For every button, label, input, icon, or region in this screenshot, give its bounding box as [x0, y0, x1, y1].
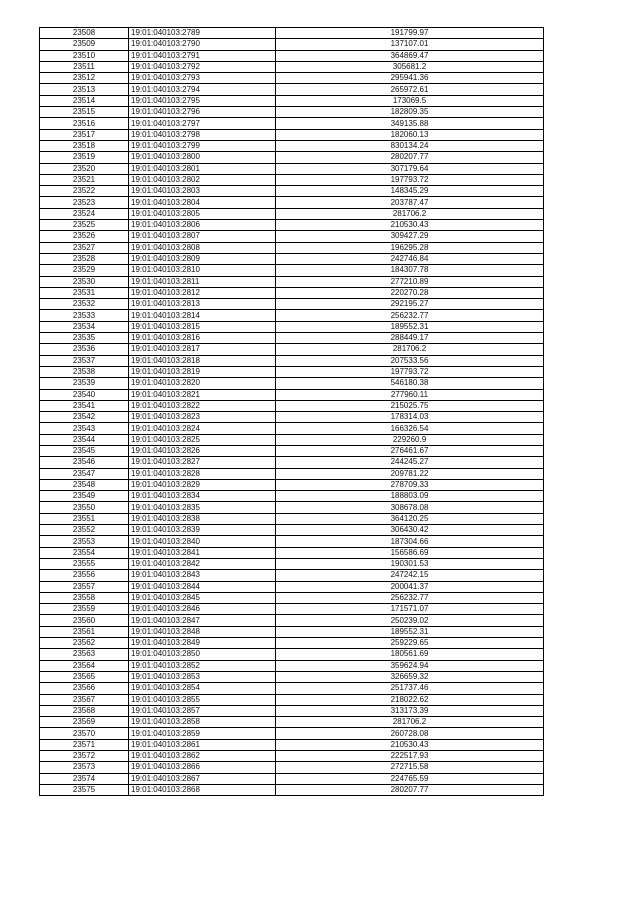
cadastral-number-cell: 19:01:040103:2834: [129, 491, 276, 502]
table-row: [40, 570, 544, 581]
cadastral-value-cell: 326659.32: [276, 671, 544, 682]
row-number-cell: 23514: [40, 95, 129, 106]
table-row: [40, 28, 544, 39]
table-row: [40, 479, 544, 490]
cadastral-number-cell: 19:01:040103:2845: [129, 592, 276, 603]
cadastral-value-cell: 180561.69: [276, 649, 544, 660]
table-row: [40, 581, 544, 592]
cadastral-number-cell: 19:01:040103:2855: [129, 694, 276, 705]
table-row: [40, 502, 544, 513]
row-number-cell: 23519: [40, 152, 129, 163]
cadastral-number-cell: 19:01:040103:2862: [129, 751, 276, 762]
cadastral-number-cell: 19:01:040103:2811: [129, 276, 276, 287]
cadastral-value-cell: 148345.29: [276, 186, 544, 197]
table-row: [40, 39, 544, 50]
cadastral-value-cell: 364120.25: [276, 513, 544, 524]
row-number-cell: 23540: [40, 389, 129, 400]
cadastral-value-cell: 546180.38: [276, 378, 544, 389]
table-row: [40, 265, 544, 276]
row-number-cell: 23559: [40, 604, 129, 615]
cadastral-value-cell: 272715.58: [276, 762, 544, 773]
cadastral-number-cell: 19:01:040103:2827: [129, 457, 276, 468]
table-body: [40, 28, 544, 796]
cadastral-number-cell: 19:01:040103:2866: [129, 762, 276, 773]
row-number-cell: 23521: [40, 174, 129, 185]
cadastral-number-cell: 19:01:040103:2854: [129, 683, 276, 694]
cadastral-number-cell: 19:01:040103:2819: [129, 366, 276, 377]
cadastral-value-cell: 197793.72: [276, 174, 544, 185]
cadastral-value-cell: 277960.11: [276, 389, 544, 400]
table-row: [40, 491, 544, 502]
row-number-cell: 23560: [40, 615, 129, 626]
cadastral-value-cell: 156586.69: [276, 547, 544, 558]
cadastral-value-cell: 184307.78: [276, 265, 544, 276]
table-row: [40, 445, 544, 456]
table-row: [40, 649, 544, 660]
table-row: [40, 140, 544, 151]
table-row: [40, 638, 544, 649]
row-number-cell: 23509: [40, 39, 129, 50]
cadastral-value-cell: 137107.01: [276, 39, 544, 50]
cadastral-value-cell: 280207.77: [276, 784, 544, 795]
cadastral-number-cell: 19:01:040103:2794: [129, 84, 276, 95]
cadastral-value-cell: 281706.2: [276, 208, 544, 219]
cadastral-number-cell: 19:01:040103:2826: [129, 445, 276, 456]
table-row: [40, 525, 544, 536]
table-row: [40, 287, 544, 298]
cadastral-value-cell: 288449.17: [276, 333, 544, 344]
row-number-cell: 23541: [40, 400, 129, 411]
cadastral-number-cell: 19:01:040103:2852: [129, 660, 276, 671]
cadastral-value-cell: 349135.88: [276, 118, 544, 129]
row-number-cell: 23526: [40, 231, 129, 242]
cadastral-number-cell: 19:01:040103:2818: [129, 355, 276, 366]
cadastral-value-cell: 251737.46: [276, 683, 544, 694]
cadastral-value-cell: 359624.94: [276, 660, 544, 671]
cadastral-number-cell: 19:01:040103:2842: [129, 558, 276, 569]
cadastral-number-cell: 19:01:040103:2835: [129, 502, 276, 513]
row-number-cell: 23548: [40, 479, 129, 490]
cadastral-number-cell: 19:01:040103:2799: [129, 140, 276, 151]
row-number-cell: 23534: [40, 321, 129, 332]
row-number-cell: 23557: [40, 581, 129, 592]
table-row: [40, 276, 544, 287]
cadastral-value-cell: 182809.35: [276, 107, 544, 118]
row-number-cell: 23551: [40, 513, 129, 524]
cadastral-number-cell: 19:01:040103:2822: [129, 400, 276, 411]
table-row: [40, 457, 544, 468]
cadastral-value-cell: 281706.2: [276, 717, 544, 728]
cadastral-number-cell: 19:01:040103:2825: [129, 434, 276, 445]
cadastral-number-cell: 19:01:040103:2792: [129, 61, 276, 72]
table-row: [40, 468, 544, 479]
table-row: [40, 671, 544, 682]
cadastral-number-cell: 19:01:040103:2857: [129, 705, 276, 716]
row-number-cell: 23524: [40, 208, 129, 219]
cadastral-value-cell: 244245.27: [276, 457, 544, 468]
cadastral-value-cell: 281706.2: [276, 344, 544, 355]
table-row: [40, 660, 544, 671]
cadastral-number-cell: 19:01:040103:2793: [129, 73, 276, 84]
table-row: [40, 547, 544, 558]
cadastral-value-cell: 188803.09: [276, 491, 544, 502]
cadastral-value-cell: 292195.27: [276, 299, 544, 310]
cadastral-value-cell: 191799.97: [276, 28, 544, 39]
cadastral-value-cell: 364869.47: [276, 50, 544, 61]
cadastral-number-cell: 19:01:040103:2789: [129, 28, 276, 39]
cadastral-number-cell: 19:01:040103:2810: [129, 265, 276, 276]
table-row: [40, 310, 544, 321]
cadastral-number-cell: 19:01:040103:2840: [129, 536, 276, 547]
row-number-cell: 23525: [40, 220, 129, 231]
table-row: [40, 95, 544, 106]
table-row: [40, 615, 544, 626]
table-row: [40, 389, 544, 400]
table-row: [40, 592, 544, 603]
cadastral-number-cell: 19:01:040103:2805: [129, 208, 276, 219]
cadastral-number-cell: 19:01:040103:2867: [129, 773, 276, 784]
cadastral-value-cell: 305681.2: [276, 61, 544, 72]
row-number-cell: 23545: [40, 445, 129, 456]
table-row: [40, 683, 544, 694]
table-row: [40, 50, 544, 61]
cadastral-value-cell: 196295.28: [276, 242, 544, 253]
row-number-cell: 23553: [40, 536, 129, 547]
table-row: [40, 197, 544, 208]
cadastral-number-cell: 19:01:040103:2798: [129, 129, 276, 140]
cadastral-value-cell: 277210.89: [276, 276, 544, 287]
row-number-cell: 23572: [40, 751, 129, 762]
cadastral-number-cell: 19:01:040103:2846: [129, 604, 276, 615]
cadastral-number-cell: 19:01:040103:2807: [129, 231, 276, 242]
table-row: [40, 784, 544, 795]
table-row: [40, 355, 544, 366]
cadastral-number-cell: 19:01:040103:2795: [129, 95, 276, 106]
cadastral-value-cell: 182060.13: [276, 129, 544, 140]
table-row: [40, 208, 544, 219]
row-number-cell: 23556: [40, 570, 129, 581]
row-number-cell: 23538: [40, 366, 129, 377]
table-row: [40, 321, 544, 332]
cadastral-value-cell: 308678.08: [276, 502, 544, 513]
row-number-cell: 23552: [40, 525, 129, 536]
cadastral-value-cell: 260728.08: [276, 728, 544, 739]
table-row: [40, 739, 544, 750]
cadastral-value-cell: 259229.65: [276, 638, 544, 649]
row-number-cell: 23546: [40, 457, 129, 468]
row-number-cell: 23574: [40, 773, 129, 784]
row-number-cell: 23518: [40, 140, 129, 151]
cadastral-number-cell: 19:01:040103:2796: [129, 107, 276, 118]
table-row: [40, 61, 544, 72]
cadastral-value-cell: 830134.24: [276, 140, 544, 151]
cadastral-number-cell: 19:01:040103:2861: [129, 739, 276, 750]
row-number-cell: 23547: [40, 468, 129, 479]
cadastral-number-cell: 19:01:040103:2823: [129, 412, 276, 423]
cadastral-number-cell: 19:01:040103:2829: [129, 479, 276, 490]
row-number-cell: 23508: [40, 28, 129, 39]
table-row: [40, 107, 544, 118]
row-number-cell: 23566: [40, 683, 129, 694]
row-number-cell: 23555: [40, 558, 129, 569]
cadastral-number-cell: 19:01:040103:2808: [129, 242, 276, 253]
cadastral-number-cell: 19:01:040103:2838: [129, 513, 276, 524]
row-number-cell: 23512: [40, 73, 129, 84]
table-row: [40, 186, 544, 197]
cadastral-number-cell: 19:01:040103:2800: [129, 152, 276, 163]
cadastral-value-cell: 215025.75: [276, 400, 544, 411]
cadastral-number-cell: 19:01:040103:2841: [129, 547, 276, 558]
cadastral-value-cell: 190301.53: [276, 558, 544, 569]
row-number-cell: 23568: [40, 705, 129, 716]
cadastral-number-cell: 19:01:040103:2804: [129, 197, 276, 208]
cadastral-value-cell: 187304.66: [276, 536, 544, 547]
table-row: [40, 626, 544, 637]
table-row: [40, 299, 544, 310]
cadastral-value-cell: 313173.39: [276, 705, 544, 716]
cadastral-value-cell: 295941.36: [276, 73, 544, 84]
row-number-cell: 23535: [40, 333, 129, 344]
table-row: [40, 73, 544, 84]
cadastral-value-cell: 265972.61: [276, 84, 544, 95]
table-row: [40, 751, 544, 762]
table-row: [40, 378, 544, 389]
row-number-cell: 23571: [40, 739, 129, 750]
row-number-cell: 23542: [40, 412, 129, 423]
cadastral-value-cell: 222517.93: [276, 751, 544, 762]
cadastral-number-cell: 19:01:040103:2844: [129, 581, 276, 592]
cadastral-value-cell: 224765.59: [276, 773, 544, 784]
cadastral-number-cell: 19:01:040103:2797: [129, 118, 276, 129]
table-row: [40, 163, 544, 174]
cadastral-number-cell: 19:01:040103:2817: [129, 344, 276, 355]
cadastral-number-cell: 19:01:040103:2790: [129, 39, 276, 50]
row-number-cell: 23544: [40, 434, 129, 445]
cadastral-number-cell: 19:01:040103:2820: [129, 378, 276, 389]
row-number-cell: 23558: [40, 592, 129, 603]
table-row: [40, 129, 544, 140]
row-number-cell: 23563: [40, 649, 129, 660]
row-number-cell: 23510: [40, 50, 129, 61]
cadastral-value-cell: 247242.15: [276, 570, 544, 581]
cadastral-value-cell: 210530.43: [276, 739, 544, 750]
cadastral-number-cell: 19:01:040103:2848: [129, 626, 276, 637]
cadastral-value-cell: 173069.5: [276, 95, 544, 106]
row-number-cell: 23565: [40, 671, 129, 682]
cadastral-value-cell: 218022.62: [276, 694, 544, 705]
row-number-cell: 23530: [40, 276, 129, 287]
cadastral-value-cell: 210530.43: [276, 220, 544, 231]
cadastral-value-cell: 209781.22: [276, 468, 544, 479]
row-number-cell: 23567: [40, 694, 129, 705]
cadastral-value-cell: 200041.37: [276, 581, 544, 592]
row-number-cell: 23554: [40, 547, 129, 558]
cadastral-number-cell: 19:01:040103:2813: [129, 299, 276, 310]
table-row: [40, 717, 544, 728]
row-number-cell: 23523: [40, 197, 129, 208]
table-row: [40, 434, 544, 445]
cadastral-number-cell: 19:01:040103:2812: [129, 287, 276, 298]
table-row: [40, 333, 544, 344]
row-number-cell: 23539: [40, 378, 129, 389]
row-number-cell: 23520: [40, 163, 129, 174]
row-number-cell: 23536: [40, 344, 129, 355]
table-row: [40, 118, 544, 129]
cadastral-number-cell: 19:01:040103:2859: [129, 728, 276, 739]
row-number-cell: 23529: [40, 265, 129, 276]
table-row: [40, 705, 544, 716]
table-row: [40, 536, 544, 547]
cadastral-value-cell: 229260.9: [276, 434, 544, 445]
row-number-cell: 23527: [40, 242, 129, 253]
table-row: [40, 773, 544, 784]
row-number-cell: 23531: [40, 287, 129, 298]
table-row: [40, 728, 544, 739]
table-row: [40, 694, 544, 705]
cadastral-value-cell: 307179.64: [276, 163, 544, 174]
row-number-cell: 23550: [40, 502, 129, 513]
table-row: [40, 152, 544, 163]
cadastral-value-cell: 203787.47: [276, 197, 544, 208]
cadastral-number-cell: 19:01:040103:2821: [129, 389, 276, 400]
cadastral-number-cell: 19:01:040103:2824: [129, 423, 276, 434]
row-number-cell: 23533: [40, 310, 129, 321]
table-row: [40, 412, 544, 423]
table-row: [40, 84, 544, 95]
cadastral-value-cell: 280207.77: [276, 152, 544, 163]
cadastral-number-cell: 19:01:040103:2815: [129, 321, 276, 332]
cadastral-value-cell: 220270.28: [276, 287, 544, 298]
row-number-cell: 23532: [40, 299, 129, 310]
cadastral-value-cell: 309427.29: [276, 231, 544, 242]
cadastral-number-cell: 19:01:040103:2802: [129, 174, 276, 185]
row-number-cell: 23564: [40, 660, 129, 671]
cadastral-number-cell: 19:01:040103:2803: [129, 186, 276, 197]
table-row: [40, 513, 544, 524]
row-number-cell: 23513: [40, 84, 129, 95]
cadastral-number-cell: 19:01:040103:2801: [129, 163, 276, 174]
row-number-cell: 23549: [40, 491, 129, 502]
table-row: [40, 242, 544, 253]
row-number-cell: 23522: [40, 186, 129, 197]
cadastral-value-cell: 256232.77: [276, 592, 544, 603]
row-number-cell: 23575: [40, 784, 129, 795]
table-row: [40, 344, 544, 355]
cadastral-value-cell: 278709.33: [276, 479, 544, 490]
cadastral-value-cell: 178314.03: [276, 412, 544, 423]
table-row: [40, 253, 544, 264]
cadastral-value-table: [39, 27, 544, 796]
table-row: [40, 423, 544, 434]
row-number-cell: 23537: [40, 355, 129, 366]
table-row: [40, 604, 544, 615]
row-number-cell: 23528: [40, 253, 129, 264]
row-number-cell: 23543: [40, 423, 129, 434]
cadastral-value-cell: 189552.31: [276, 321, 544, 332]
cadastral-number-cell: 19:01:040103:2868: [129, 784, 276, 795]
cadastral-number-cell: 19:01:040103:2806: [129, 220, 276, 231]
cadastral-number-cell: 19:01:040103:2850: [129, 649, 276, 660]
cadastral-value-cell: 207533.56: [276, 355, 544, 366]
cadastral-value-cell: 242746.84: [276, 253, 544, 264]
row-number-cell: 23515: [40, 107, 129, 118]
row-number-cell: 23562: [40, 638, 129, 649]
row-number-cell: 23573: [40, 762, 129, 773]
table-row: [40, 400, 544, 411]
cadastral-value-cell: 171571.07: [276, 604, 544, 615]
cadastral-number-cell: 19:01:040103:2843: [129, 570, 276, 581]
cadastral-number-cell: 19:01:040103:2853: [129, 671, 276, 682]
cadastral-value-cell: 276461.67: [276, 445, 544, 456]
cadastral-value-cell: 189552.31: [276, 626, 544, 637]
cadastral-value-cell: 256232.77: [276, 310, 544, 321]
cadastral-number-cell: 19:01:040103:2839: [129, 525, 276, 536]
cadastral-number-cell: 19:01:040103:2791: [129, 50, 276, 61]
row-number-cell: 23570: [40, 728, 129, 739]
table-row: [40, 762, 544, 773]
cadastral-number-cell: 19:01:040103:2816: [129, 333, 276, 344]
table-row: [40, 174, 544, 185]
cadastral-number-cell: 19:01:040103:2847: [129, 615, 276, 626]
cadastral-value-cell: 166326.54: [276, 423, 544, 434]
table-row: [40, 220, 544, 231]
cadastral-number-cell: 19:01:040103:2828: [129, 468, 276, 479]
cadastral-number-cell: 19:01:040103:2849: [129, 638, 276, 649]
table-row: [40, 558, 544, 569]
row-number-cell: 23561: [40, 626, 129, 637]
cadastral-number-cell: 19:01:040103:2814: [129, 310, 276, 321]
cadastral-value-cell: 306430.42: [276, 525, 544, 536]
table-row: [40, 366, 544, 377]
table-row: [40, 231, 544, 242]
row-number-cell: 23517: [40, 129, 129, 140]
cadastral-value-cell: 250239.02: [276, 615, 544, 626]
cadastral-number-cell: 19:01:040103:2809: [129, 253, 276, 264]
cadastral-value-cell: 197793.72: [276, 366, 544, 377]
row-number-cell: 23516: [40, 118, 129, 129]
row-number-cell: 23569: [40, 717, 129, 728]
row-number-cell: 23511: [40, 61, 129, 72]
cadastral-number-cell: 19:01:040103:2858: [129, 717, 276, 728]
